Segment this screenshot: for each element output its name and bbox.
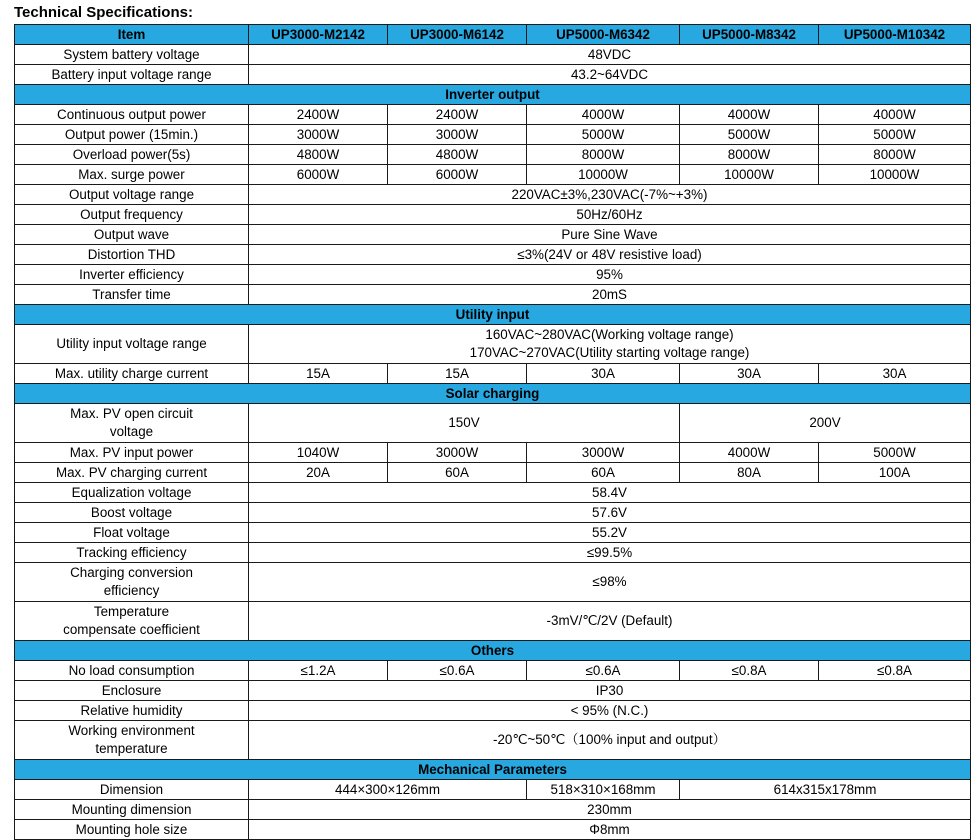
row-value: 5000W [819, 125, 971, 145]
row-value: ≤3%(24V or 48V resistive load) [249, 245, 971, 265]
row-value: 30A [819, 364, 971, 384]
row-label: Inverter efficiency [15, 265, 249, 285]
row-value: 8000W [680, 145, 819, 165]
table-row [15, 145, 971, 165]
row-label: Enclosure [15, 681, 249, 701]
row-value: -3mV/℃/2V (Default) [249, 602, 971, 641]
row-value: 6000W [249, 165, 388, 185]
row-value: 230mm [249, 800, 971, 820]
table-row [15, 820, 971, 840]
row-value: 220VAC±3%,230VAC(-7%~+3%) [249, 185, 971, 205]
row-value: 3000W [249, 125, 388, 145]
row-label: Output wave [15, 225, 249, 245]
row-label: Output voltage range [15, 185, 249, 205]
page-title: Technical Specifications: [14, 4, 193, 21]
row-value: 4000W [680, 105, 819, 125]
row-value: 1040W [249, 443, 388, 463]
section-header-row [15, 384, 971, 404]
row-value: 95% [249, 265, 971, 285]
row-label: Utility input voltage range [15, 325, 249, 364]
row-value: 60A [527, 463, 680, 483]
column-header: Item [15, 25, 249, 45]
row-label: Output power (15min.) [15, 125, 249, 145]
row-value: IP30 [249, 681, 971, 701]
table-row [15, 563, 971, 602]
row-value: 43.2~64VDC [249, 65, 971, 85]
label-line: efficiency [103, 583, 160, 598]
row-label: Overload power(5s) [15, 145, 249, 165]
table-row [15, 65, 971, 85]
row-value: 3000W [527, 443, 680, 463]
row-value: 10000W [819, 165, 971, 185]
row-value [249, 325, 971, 364]
table-row [15, 463, 971, 483]
row-label: No load consumption [15, 661, 249, 681]
row-label: Output frequency [15, 205, 249, 225]
row-value: 8000W [819, 145, 971, 165]
table-row [15, 105, 971, 125]
table-row [15, 721, 971, 760]
table-row [15, 602, 971, 641]
row-label: Tracking efficiency [15, 543, 249, 563]
row-label: Equalization voltage [15, 483, 249, 503]
row-label: Mounting hole size [15, 820, 249, 840]
section-title: Mechanical Parameters [15, 760, 971, 780]
row-value: < 95% (N.C.) [249, 701, 971, 721]
row-value: 48VDC [249, 45, 971, 65]
row-value: 30A [680, 364, 819, 384]
section-title: Utility input [15, 305, 971, 325]
value-line: 160VAC~280VAC(Working voltage range) [485, 327, 734, 342]
section-header-row [15, 760, 971, 780]
row-value: Pure Sine Wave [249, 225, 971, 245]
row-value: 50Hz/60Hz [249, 205, 971, 225]
row-value: ≤0.6A [527, 661, 680, 681]
row-value: ≤98% [249, 563, 971, 602]
row-label: Mounting dimension [15, 800, 249, 820]
row-value: 4000W [819, 105, 971, 125]
row-label: Continuous output power [15, 105, 249, 125]
label-line: Max. PV open circuit [70, 406, 193, 421]
row-value: 8000W [527, 145, 680, 165]
row-value: 5000W [680, 125, 819, 145]
row-value: 10000W [527, 165, 680, 185]
row-value: 614x315x178mm [680, 780, 971, 800]
column-header: UP5000-M8342 [680, 25, 819, 45]
row-label: Relative humidity [15, 701, 249, 721]
row-value: 58.4V [249, 483, 971, 503]
row-label: Float voltage [15, 523, 249, 543]
row-value: Φ8mm [249, 820, 971, 840]
row-value: 15A [249, 364, 388, 384]
column-header: UP3000-M2142 [249, 25, 388, 45]
label-line: Temperature [93, 604, 170, 619]
row-value: 150V [249, 404, 680, 443]
table-row [15, 404, 971, 443]
row-value: 6000W [388, 165, 527, 185]
table-row [15, 503, 971, 523]
row-value: ≤99.5% [249, 543, 971, 563]
row-value: 4000W [527, 105, 680, 125]
row-value: 4800W [388, 145, 527, 165]
table-row [15, 661, 971, 681]
row-value: ≤0.8A [680, 661, 819, 681]
table-row [15, 364, 971, 384]
row-label [15, 602, 249, 641]
row-value: ≤0.8A [819, 661, 971, 681]
row-value: 5000W [527, 125, 680, 145]
table-row [15, 681, 971, 701]
row-value: 15A [388, 364, 527, 384]
table-row [15, 225, 971, 245]
row-label: Distortion THD [15, 245, 249, 265]
row-value: 60A [388, 463, 527, 483]
row-label: Max. utility charge current [15, 364, 249, 384]
row-value: 2400W [388, 105, 527, 125]
row-value: 3000W [388, 443, 527, 463]
row-label [15, 721, 249, 760]
section-header-row [15, 85, 971, 105]
table-header-row [15, 25, 971, 45]
row-label: Transfer time [15, 285, 249, 305]
label-line: temperature [95, 741, 168, 756]
row-value: ≤1.2A [249, 661, 388, 681]
column-header: UP5000-M10342 [819, 25, 971, 45]
label-line: Working environment [68, 723, 195, 738]
row-value: 30A [527, 364, 680, 384]
table-row [15, 45, 971, 65]
table-row [15, 205, 971, 225]
row-label: Dimension [15, 780, 249, 800]
table-row [15, 701, 971, 721]
column-header: UP5000-M6342 [527, 25, 680, 45]
table-row [15, 265, 971, 285]
row-value: ≤0.6A [388, 661, 527, 681]
row-value: 4000W [680, 443, 819, 463]
value-line: 170VAC~270VAC(Utility starting voltage range) [469, 345, 750, 360]
label-line: compensate coefficient [63, 622, 200, 637]
row-value: 20A [249, 463, 388, 483]
row-label: Boost voltage [15, 503, 249, 523]
row-value: 2400W [249, 105, 388, 125]
row-value: 518×310×168mm [527, 780, 680, 800]
table-row [15, 523, 971, 543]
label-line: voltage [109, 424, 154, 439]
table-row [15, 325, 971, 364]
table-row [15, 125, 971, 145]
table-row [15, 443, 971, 463]
row-value: 3000W [388, 125, 527, 145]
table-row [15, 483, 971, 503]
section-title: Inverter output [15, 85, 971, 105]
column-header: UP3000-M6142 [388, 25, 527, 45]
table-row [15, 800, 971, 820]
row-label: Max. PV input power [15, 443, 249, 463]
row-value: 100A [819, 463, 971, 483]
row-label: Battery input voltage range [15, 65, 249, 85]
table-row [15, 285, 971, 305]
table-row [15, 543, 971, 563]
row-value: 80A [680, 463, 819, 483]
row-label [15, 563, 249, 602]
section-title: Others [15, 641, 971, 661]
table-row [15, 185, 971, 205]
row-value: 57.6V [249, 503, 971, 523]
row-value: -20℃~50℃（100% input and output） [249, 721, 971, 760]
row-label: Max. PV charging current [15, 463, 249, 483]
section-header-row [15, 305, 971, 325]
row-label: System battery voltage [15, 45, 249, 65]
spec-table [14, 24, 971, 840]
row-value: 4800W [249, 145, 388, 165]
row-value: 444×300×126mm [249, 780, 527, 800]
section-header-row [15, 641, 971, 661]
section-title: Solar charging [15, 384, 971, 404]
label-line: Charging conversion [70, 565, 193, 580]
row-value: 55.2V [249, 523, 971, 543]
table-row [15, 245, 971, 265]
row-label: Max. surge power [15, 165, 249, 185]
row-value: 10000W [680, 165, 819, 185]
row-label [15, 404, 249, 443]
row-value: 5000W [819, 443, 971, 463]
table-row [15, 780, 971, 800]
table-row [15, 165, 971, 185]
row-value: 20mS [249, 285, 971, 305]
row-value: 200V [680, 404, 971, 443]
